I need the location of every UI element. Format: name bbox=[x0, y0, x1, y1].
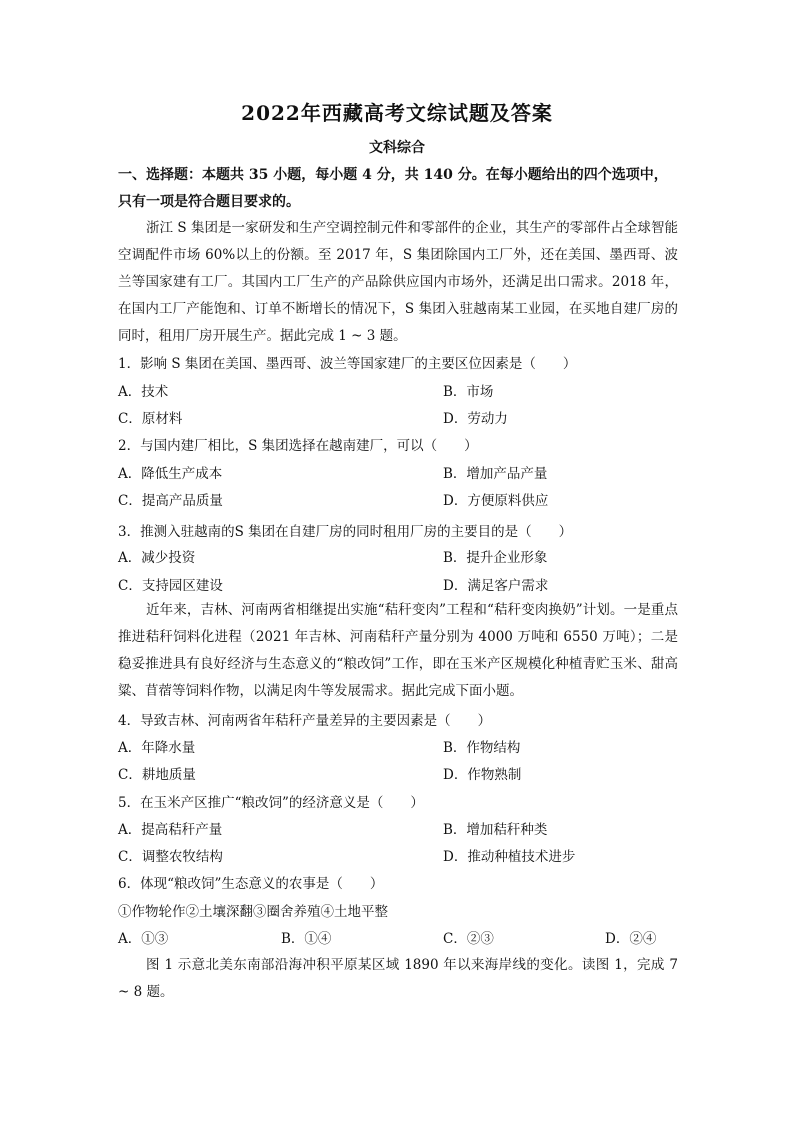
q3-option-c: C．支持园区建设 bbox=[118, 578, 223, 594]
question-3: 3．推测入驻越南的S 集团在自建厂房的同时租用厂房的主要目的是（ ） bbox=[118, 524, 573, 540]
q6-option-a: A．①③ bbox=[118, 931, 169, 947]
q2-option-a: A．降低生产成本 bbox=[118, 466, 223, 482]
q6-option-d: D．②④ bbox=[605, 931, 657, 947]
q3-option-b: B．提升企业形象 bbox=[443, 550, 548, 566]
passage-1: 浙江 S 集团是一家研发和生产空调控制元件和零部件的企业，其生产的零部件占全球智能空调配件市场 60%以上的份额。至 2017 年，S 集团除国内工厂外，还在美国、墨西哥、波兰等国家建有工厂。其国内工厂生产的产品除供应国内市场外，还满足出口需求。2018 年，在国内工厂产能饱和、订单不断增长的情况下，S 集团入驻越南某工业园，在买地自建厂房的同时，租用厂房开展生产。据此完成 1 ~ 3 题。 bbox=[118, 220, 678, 344]
q6-option-b: B．①④ bbox=[281, 931, 332, 947]
page-subtitle: 文科综合 bbox=[369, 140, 425, 156]
q4-option-a: A．年降水量 bbox=[118, 740, 196, 756]
page-title: 2022年西藏高考文综试题及答案 bbox=[241, 101, 553, 125]
q1-option-c: C．原材料 bbox=[118, 411, 183, 427]
question-6: 6．体现“粮改饲”生态意义的农事是（ ） bbox=[118, 876, 384, 892]
q4-option-c: C．耕地质量 bbox=[118, 767, 196, 783]
question-2: 2．与国内建厂相比，S 集团选择在越南建厂，可以（ ） bbox=[118, 438, 478, 454]
q2-option-c: C．提高产品质量 bbox=[118, 493, 223, 509]
q1-option-b: B．市场 bbox=[443, 384, 494, 400]
q6-statements: ①作物轮作②土壤深翻③圈舍养殖④土地平整 bbox=[118, 904, 388, 920]
q4-option-d: D．作物熟制 bbox=[443, 767, 522, 783]
q6-option-c: C．②③ bbox=[443, 931, 494, 947]
q2-option-d: D．方便原料供应 bbox=[443, 493, 549, 509]
q3-option-d: D．满足客户需求 bbox=[443, 578, 549, 594]
q5-option-a: A．提高秸秆产量 bbox=[118, 822, 223, 838]
q5-option-c: C．调整农牧结构 bbox=[118, 849, 223, 865]
question-1: 1．影响 S 集团在美国、墨西哥、波兰等国家建厂的主要区位因素是（ ） bbox=[118, 356, 577, 372]
question-5: 5．在玉米产区推广“粮改饲”的经济意义是（ ） bbox=[118, 795, 424, 811]
passage-2: 近年来，吉林、河南两省相继提出实施“秸秆变肉”工程和“秸秆变肉换奶”计划。一是重点推进秸秆饲料化进程（2021 年吉林、河南秸秆产量分别为 4000 万吨和 6550 万吨）；二是稳妥推进具有良好经济与生态意义的“粮改饲”工作，即在玉米产区规模化种植青贮玉米、甜高粱、苜蓿等饲料作物，以满足肉牛等发展需求。据此完成下面小题。 bbox=[118, 602, 678, 699]
q3-option-a: A．减少投资 bbox=[118, 550, 196, 566]
question-4: 4．导致吉林、河南两省年秸秆产量差异的主要因素是（ ） bbox=[118, 713, 492, 729]
q2-option-b: B．增加产品产量 bbox=[443, 466, 548, 482]
q4-option-b: B．作物结构 bbox=[443, 740, 521, 756]
q5-option-d: D．推动种植技术进步 bbox=[443, 849, 576, 865]
passage-3: 图 1 示意北美东南部沿海冲积平原某区域 1890 年以来海岸线的变化。读图 1，完成 7 ~ 8 题。 bbox=[118, 957, 678, 1000]
q1-option-d: D．劳动力 bbox=[443, 411, 508, 427]
q1-option-a: A．技术 bbox=[118, 384, 169, 400]
section-heading: 一、选择题：本题共 35 小题，每小题 4 分，共 140 分。在每小题给出的四个选项中，只有一项是符合题目要求的。 bbox=[118, 167, 668, 210]
q5-option-b: B．增加秸秆种类 bbox=[443, 822, 548, 838]
